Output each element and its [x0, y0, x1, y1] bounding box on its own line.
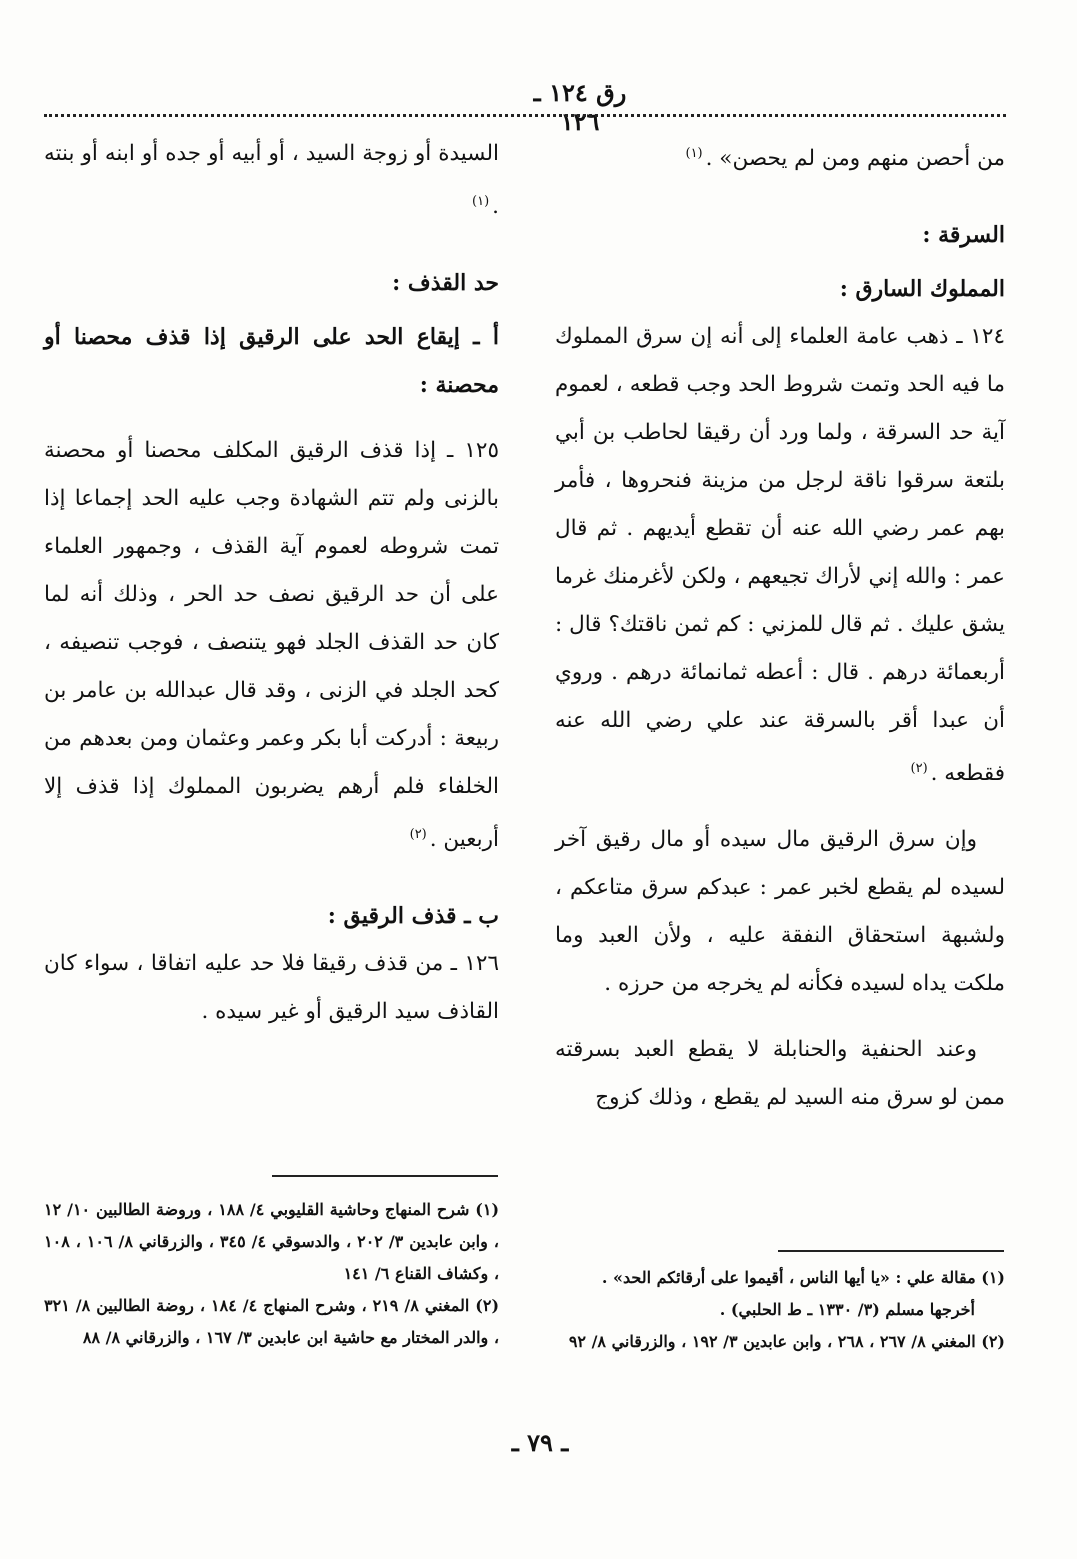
intro-text: من أحصن منهم ومن لم يحصن» .	[705, 146, 1005, 172]
footnote-ref: (٢)	[409, 827, 427, 843]
footnote-ref: (١)	[685, 146, 703, 161]
paragraph-126: ١٢٦ ـ من قذف رقيقا فلا حد عليه اتفاقا ، سواء كان القاذف سيد الرقيق أو غير سيده .	[44, 951, 499, 1025]
footnote-right-2: (٢) المغني ٨/ ٢٦٧ ، ٢٦٨ ، وابن عابدين ٣/ ١٩٢ ، والزرقاني ٨/ ٩٢	[568, 1332, 1005, 1351]
intro-paragraph	[555, 130, 1005, 183]
heading-subsection-a: أ ـ إيقاع الحد على الرقيق إذا قذف محصنا أو محصنة :	[44, 324, 499, 399]
paragraph-124-text: ١٢٤ ـ ذهب عامة العلماء إلى أنه إن سرق المملوك ما فيه الحد وتمت شروط الحد وجب قطعه ، لعموم آية حد السرقة ، ولما ورد أن رقيقا لحاطب بن أبي بلتعة سرقوا ناقة لرجل من مزينة فنحروها ، فأمر بهم عمر رضي الله عنه أن تقطع أيديهم . ثم قال عمر : والله إني لأراك تجيعهم ، ولكن لأغرمنك غرما يشق عليك . ثم قال للمزني : كم ثمن ناقتك؟ قال : أربعمائة درهم . قال : أعطه ثمانمائة درهم . وروي أن عبدا أقر بالسرقة عند علي رضي الله عنه فقطعه .	[555, 324, 1005, 787]
continuation-text: السيدة أو زوجة السيد ، أو أبيه أو جده أو ابنه أو بنته .	[44, 141, 499, 220]
footnotes-left	[44, 1194, 499, 1354]
paragraph-125-text: ١٢٥ ـ إذا قذف الرقيق المكلف محصنا أو محصنة بالزنى ولم تتم الشهادة وجب عليه الحد إجماعا إذا تمت شروطه لعموم آية القذف ، وجمهور العلماء على أن حد الرقيق نصف حد الحر ، وذلك أنه لما كان حد القذف الجلد فهو يتنصف ، فوجب تنصيفه ، كحد الجلد في الزنى ، وقد قال عبدالله بن عامر بن ربيعة : أدركت أبا بكر وعمر وعثمان ومن بعدهم من الخلفاء فلم أرهم يضربون المملوك إذا قذف إلا أربعين .	[44, 438, 499, 853]
footnote-rule-left	[272, 1175, 498, 1177]
heading-mamluk-sariq: المملوك السارق :	[839, 276, 1005, 303]
paragraph-125	[44, 427, 499, 864]
footnote-ref: (١)	[472, 194, 490, 209]
page-number: ـ ٧٩ ـ	[511, 1428, 569, 1457]
paragraph-master-theft: وإن سرق الرقيق مال سيده أو مال رقيق آخر لسيده لم يقطع لخبر عمر : عبدكم سرق متاعكم ، ولشبهة استحقاق النفقة عليه ، ولأن العبد وما ملكت يداه لسيده فكأنه لم يخرجه من حرزه .	[555, 827, 1005, 997]
footnote-right-1-line1: (١) مقالة علي : «يا أيها الناس ، أقيموا على أرقائكم الحد» .	[601, 1268, 1005, 1287]
left-column	[44, 130, 499, 1036]
header-dotted-rule	[44, 114, 1006, 117]
right-column	[555, 130, 1005, 1122]
heading-qadhf: حد القذف :	[392, 270, 499, 297]
paragraph-124	[555, 313, 1005, 798]
running-header: رق ١٢٤ ـ ١٢٦	[533, 78, 627, 136]
footnote-right-1-line2: أخرجها مسلم (٣/ ١٣٣٠ ـ ط الحلبي) .	[719, 1300, 975, 1319]
paragraph-hanafi: وعند الحنفية والحنابلة لا يقطع العبد بسرقته ممن لو سرق منه السيد لم يقطع ، وذلك كزوج	[555, 1037, 1005, 1111]
continuation-paragraph	[44, 130, 499, 231]
heading-sariqa: السرقة :	[922, 222, 1005, 249]
footnote-ref: (٢)	[910, 761, 928, 777]
heading-subsection-b: ب ـ قذف الرقيق :	[327, 903, 499, 930]
footnote-left-2: (٢) المغني ٨/ ٢١٩ ، وشرح المنهاج ٤/ ١٨٤ ، روضة الطالبين ٨/ ٣٢١ ، والدر المختار مع حاشية ابن عابدين ٣/ ١٦٧ ، والزرقاني ٨/ ٨٨	[44, 1296, 500, 1347]
footnote-rule-right	[778, 1250, 1004, 1252]
footnote-left-1: (١) شرح المنهاج وحاشية القليوبي ٤/ ١٨٨ ، وروضة الطالبين ١٠/ ١٢ ، وابن عابدين ٣/ ٢٠٢ ، والدسوقي ٤/ ٣٤٥ ، والزرقاني ٨/ ١٠٦ ، ١٠٨ ، وكشاف القناع ٦/ ١٤١	[44, 1200, 500, 1283]
footnotes-right	[555, 1262, 1005, 1358]
